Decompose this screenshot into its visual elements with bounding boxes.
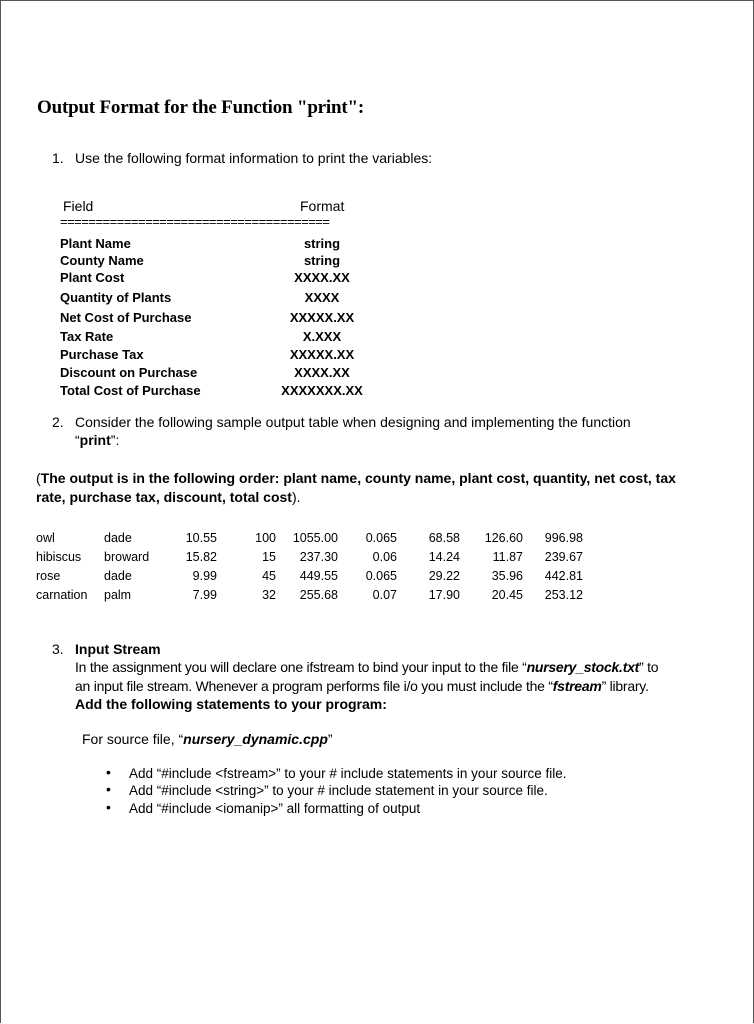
format-row-format: X.XXX [302, 329, 342, 344]
cell-net-cost: 449.55 [299, 568, 338, 583]
cell-tax-rate: 0.06 [372, 549, 397, 564]
cell-county-name: palm [104, 587, 132, 602]
table-row [36, 566, 583, 585]
bullet-item: Add “#include <string>” to your # include statement in your source file. [129, 783, 548, 798]
item-3-line2: an input file stream. Whenever a program performs file i/o you must include the “fstream” library. [75, 678, 649, 694]
cell-total-cost: 442.81 [544, 568, 583, 583]
cell-purchase-tax: 68.58 [428, 530, 460, 545]
format-row-name: Quantity of Plants [60, 290, 172, 305]
table-row [36, 547, 583, 566]
cell-quantity: 45 [262, 568, 276, 583]
format-row-name: Plant Cost [60, 270, 125, 285]
bullet-item: Add “#include <fstream>” to your # include statements in your source file. [129, 766, 567, 781]
format-row-name: Plant Name [60, 236, 131, 251]
table-row [36, 528, 583, 547]
item-3-number: 3. [52, 641, 64, 657]
cell-tax-rate: 0.065 [365, 530, 397, 545]
cell-plant-name: owl [36, 530, 55, 545]
format-row-name: Total Cost of Purchase [60, 383, 201, 398]
bullet-dot: • [106, 764, 111, 780]
format-row-format: XXXX.XX [294, 270, 350, 285]
cell-purchase-tax: 14.24 [428, 549, 460, 564]
cell-net-cost: 1055.00 [292, 530, 338, 545]
cell-total-cost: 996.98 [544, 530, 583, 545]
item-3-line3: Add the following statements to your program: [75, 696, 387, 712]
item-2-number: 2. [52, 414, 64, 430]
format-row-name: Net Cost of Purchase [60, 310, 192, 325]
cell-plant-name: hibiscus [36, 549, 82, 564]
item-1-number: 1. [52, 150, 64, 166]
cell-quantity: 100 [255, 530, 276, 545]
format-row-name: County Name [60, 253, 144, 268]
page-title: Output Format for the Function "print": [37, 97, 364, 118]
item-1-text: Use the following format information to print the variables: [75, 150, 433, 166]
item-3-heading: Input Stream [75, 641, 161, 657]
cell-plant-name: rose [36, 568, 61, 583]
format-header-field: Field [63, 198, 94, 214]
order-note-line2: rate, purchase tax, discount, total cost). [36, 489, 301, 505]
cell-purchase-tax: 29.22 [428, 568, 460, 583]
cell-plant-cost: 15.82 [185, 549, 217, 564]
cell-quantity: 32 [262, 587, 276, 602]
cell-discount: 20.45 [491, 587, 523, 602]
cell-plant-name: carnation [36, 587, 88, 602]
cell-county-name: dade [104, 568, 132, 583]
item-2-line1: Consider the following sample output table when designing and implementing the function [75, 414, 631, 430]
cell-plant-cost: 9.99 [192, 568, 217, 583]
item-3-line1: In the assignment you will declare one ifstream to bind your input to the file “nursery_stock.txt” to [75, 659, 659, 675]
cell-purchase-tax: 17.90 [428, 587, 460, 602]
format-row-format: XXXX [304, 290, 340, 305]
format-row-format: XXXXX.XX [289, 310, 355, 325]
cell-tax-rate: 0.065 [365, 568, 397, 583]
bullet-item: Add “#include <iomanip>” all formatting of output [129, 801, 421, 816]
format-row-format: string [303, 236, 341, 251]
order-note-line1: (The output is in the following order: plant name, county name, plant cost, quantity, net cost, tax [36, 470, 676, 486]
item-2-line2: “print”: [75, 432, 120, 448]
table-row [36, 585, 583, 604]
source-file-line: For source file, “nursery_dynamic.cpp” [82, 731, 333, 747]
format-row-format: XXXXX.XX [289, 347, 355, 362]
cell-discount: 126.60 [484, 530, 523, 545]
cell-net-cost: 237.30 [299, 549, 338, 564]
bullet-dot: • [106, 781, 111, 797]
cell-tax-rate: 0.07 [372, 587, 397, 602]
cell-discount: 11.87 [492, 549, 523, 564]
format-row-name: Purchase Tax [60, 347, 144, 362]
format-row-format: XXXXXXX.XX [281, 383, 363, 398]
format-row-format: string [303, 253, 341, 268]
cell-discount: 35.96 [491, 568, 523, 583]
cell-county-name: dade [104, 530, 132, 545]
format-row-name: Discount on Purchase [60, 365, 198, 380]
cell-county-name: broward [104, 549, 150, 564]
cell-total-cost: 239.67 [544, 549, 583, 564]
format-rule: ====================================== [60, 214, 330, 229]
cell-quantity: 15 [262, 549, 276, 564]
bullet-dot: • [106, 799, 111, 815]
cell-net-cost: 255.68 [299, 587, 338, 602]
format-header-format: Format [300, 198, 345, 214]
format-row-name: Tax Rate [60, 329, 114, 344]
cell-plant-cost: 10.55 [185, 530, 217, 545]
format-row-format: XXXX.XX [294, 365, 350, 380]
cell-total-cost: 253.12 [544, 587, 583, 602]
sample-output-table [36, 528, 583, 604]
cell-plant-cost: 7.99 [192, 587, 217, 602]
